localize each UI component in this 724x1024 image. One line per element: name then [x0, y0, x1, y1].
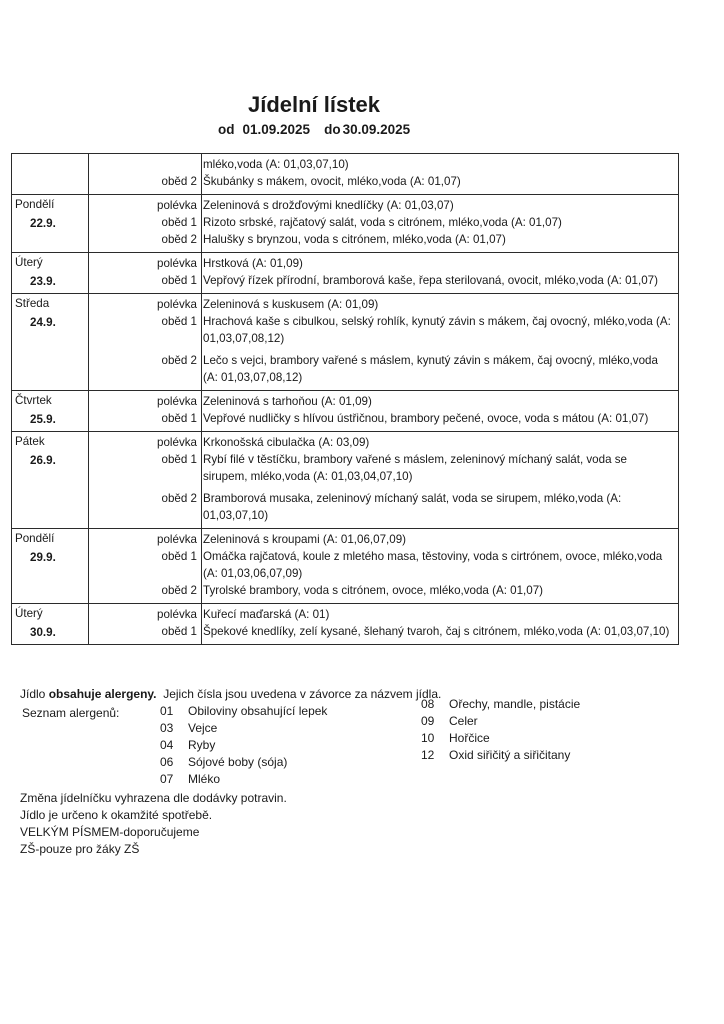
meal-text: Zeleninová s kroupami (A: 01,06,07,09) — [203, 533, 407, 546]
allergen-item — [160, 704, 327, 721]
footer-notes — [20, 790, 287, 858]
day-cell — [12, 154, 88, 194]
day-date: 30.9. — [30, 626, 56, 639]
meal-item — [157, 296, 672, 313]
meal-item — [157, 531, 672, 548]
date-range — [218, 122, 418, 137]
allergen-number: 07 — [160, 772, 174, 786]
meal-item — [161, 173, 672, 190]
meal-text: Zeleninová s drožďovými knedlíčky (A: 01,03,07) — [203, 199, 454, 212]
meal-item — [157, 255, 672, 272]
note-line: ZŠ-pouze pro žáky ZŠ — [20, 842, 140, 856]
allergen-number: 06 — [160, 755, 174, 769]
meal-text: Vepřové nudličky s hlívou ústřičnou, brambory pečené, ovoce, voda s mátou (A: 01,07) — [203, 412, 649, 425]
day-cell — [12, 432, 88, 528]
meal-text: Tyrolské brambory, voda s citrónem, ovoce, mléko,voda (A: 01,07) — [203, 584, 544, 597]
allergen-name: Sójové boby (sója) — [188, 755, 288, 769]
allergen-suffix: Jejich čísla jsou uvedena v závorce za názvem jídla. — [163, 687, 442, 701]
allergen-item — [160, 738, 327, 755]
meal-text: Lečo s vejci, brambory vařené s máslem, kynutý závin s mákem, čaj ovocný, mléko,voda (A: 01,03,07,08,12) — [203, 354, 658, 384]
course-label: polévka — [157, 199, 197, 212]
day-name: Středa — [15, 297, 50, 310]
course-label: oběd 2 — [161, 233, 197, 246]
meal-text: Hrachová kaše s cibulkou, selský rohlík, kynutý závin s mákem, čaj ovocný, mléko,voda (A: 01,03,07,08,12) — [203, 315, 671, 345]
allergen-name: Vejce — [188, 721, 218, 735]
day-row — [12, 528, 678, 603]
meal-text: Halušky s brynzou, voda s citrónem, mléko,voda (A: 01,07) — [203, 233, 506, 246]
allergen-list-left — [160, 704, 327, 789]
allergen-number: 08 — [421, 697, 435, 711]
day-row — [12, 293, 678, 390]
allergen-name: Hořčice — [449, 731, 490, 745]
day-row — [12, 252, 678, 293]
course-label: oběd 1 — [161, 625, 197, 638]
day-date: 22.9. — [30, 217, 56, 230]
allergen-note — [20, 687, 441, 701]
day-name: Čtvrtek — [15, 394, 52, 407]
allergen-item — [421, 714, 580, 731]
day-date: 26.9. — [30, 454, 56, 467]
meal-item — [161, 410, 672, 427]
day-cell — [12, 253, 88, 293]
course-label: polévka — [157, 395, 197, 408]
meal-text: Kuřecí maďarská (A: 01) — [203, 608, 330, 621]
meal-item — [161, 490, 672, 524]
meal-text: Omáčka rajčatová, koule z mletého masa, těstoviny, voda s cirtrónem, ovoce, mléko,voda (A: 01,03,06,07,09) — [203, 550, 663, 580]
day-date: 29.9. — [30, 551, 56, 564]
meal-text: Zeleninová s tarhoňou (A: 01,09) — [203, 395, 372, 408]
meal-text: Škubánky s mákem, ovocit, mléko,voda (A: 01,07) — [203, 175, 461, 188]
allergen-number: 04 — [160, 738, 174, 752]
from-date: 01.09.2025 — [242, 122, 311, 137]
day-date: 25.9. — [30, 413, 56, 426]
meal-text: Krkonošská cibulačka (A: 03,09) — [203, 436, 370, 449]
meal-item — [157, 393, 672, 410]
meal-item — [157, 606, 672, 623]
note-line: Změna jídelníčku vyhrazena dle dodávky potravin. — [20, 791, 287, 805]
course-label: oběd 1 — [161, 453, 197, 466]
allergen-item — [421, 748, 580, 765]
course-label: polévka — [157, 257, 197, 270]
day-cell — [12, 604, 88, 644]
meal-item — [161, 451, 672, 485]
allergen-name: Celer — [449, 714, 478, 728]
allergen-name: Ryby — [188, 738, 216, 752]
to-date: 30.09.2025 — [342, 122, 411, 137]
day-row — [12, 431, 678, 528]
note-line: Jídlo je určeno k okamžité spotřebě. — [20, 808, 213, 822]
day-date: 23.9. — [30, 275, 56, 288]
to-label: do — [324, 122, 341, 137]
allergen-prefix: Jídlo — [20, 687, 46, 701]
day-row — [12, 194, 678, 252]
meal-text: Rybí filé v těstíčku, brambory vařené s máslem, zeleninový míchaný salát, voda se sirupem, mléko,voda (A: 01,03,04,07,10) — [203, 453, 627, 483]
course-label: oběd 1 — [161, 550, 197, 563]
allergen-number: 12 — [421, 748, 435, 762]
course-label: oběd 1 — [161, 412, 197, 425]
day-cell — [12, 294, 88, 390]
meal-text: Zeleninová s kuskusem (A: 01,09) — [203, 298, 379, 311]
allergen-number: 01 — [160, 704, 174, 718]
course-label: oběd 1 — [161, 315, 197, 328]
course-label: polévka — [157, 533, 197, 546]
day-row — [12, 390, 678, 431]
allergen-bold: obsahuje alergeny. — [48, 687, 157, 701]
allergen-item — [160, 755, 327, 772]
course-label: oběd 2 — [161, 175, 197, 188]
course-label: polévka — [157, 608, 197, 621]
allergen-item — [421, 697, 580, 714]
allergen-list-right — [421, 697, 580, 765]
page-title: Jídelní lístek — [247, 92, 381, 117]
note-line: VELKÝM PÍSMEM-doporučujeme — [20, 825, 200, 839]
meal-item — [157, 197, 672, 214]
course-label: polévka — [157, 298, 197, 311]
meal-text: Špekové knedlíky, zelí kysané, šlehaný tvaroh, čaj s citrónem, mléko,voda (A: 01,03,07,10) — [203, 625, 670, 638]
course-label: oběd 2 — [161, 354, 197, 367]
meal-text: Vepřový řízek přírodní, bramborová kaše, řepa sterilovaná, ovocit, mléko,voda (A: 01,07) — [203, 274, 658, 287]
day-cell — [12, 529, 88, 603]
day-name: Pondělí — [15, 198, 55, 211]
allergen-name: Oxid siřičitý a siřičitany — [449, 748, 571, 762]
day-cell — [12, 195, 88, 252]
course-label: polévka — [157, 436, 197, 449]
day-name: Pátek — [15, 435, 45, 448]
meal-item — [161, 623, 672, 640]
day-name: Pondělí — [15, 532, 55, 545]
meal-item — [161, 548, 672, 582]
course-label: oběd 2 — [161, 584, 197, 597]
day-row — [12, 603, 678, 644]
meal-item — [203, 156, 672, 173]
menu-table — [11, 153, 679, 645]
meal-text: Hrstková (A: 01,09) — [203, 257, 303, 270]
meal-item — [161, 313, 672, 347]
day-name: Úterý — [15, 607, 43, 620]
allergen-number: 03 — [160, 721, 174, 735]
meal-item — [161, 231, 672, 248]
meal-item — [161, 214, 672, 231]
meal-text: mléko,voda (A: 01,03,07,10) — [203, 158, 349, 171]
allergen-item — [160, 721, 327, 738]
day-date: 24.9. — [30, 316, 56, 329]
day-name: Úterý — [15, 256, 43, 269]
day-row — [12, 154, 678, 194]
meal-text: Bramborová musaka, zeleninový míchaný salát, voda se sirupem, mléko,voda (A: 01,03,07,10) — [203, 492, 622, 522]
course-label: oběd 1 — [161, 274, 197, 287]
meal-item — [161, 352, 672, 386]
allergen-item — [160, 772, 327, 789]
course-label: oběd 1 — [161, 216, 197, 229]
allergen-item — [421, 731, 580, 748]
allergen-name: Ořechy, mandle, pistácie — [449, 697, 581, 711]
meal-item — [161, 272, 672, 289]
allergen-name: Obiloviny obsahující lepek — [188, 704, 328, 718]
course-label: oběd 2 — [161, 492, 197, 505]
allergen-number: 10 — [421, 731, 435, 745]
from-label: od — [218, 122, 235, 137]
allergen-number: 09 — [421, 714, 435, 728]
allergen-name: Mléko — [188, 772, 221, 786]
meal-item — [161, 582, 672, 599]
meal-text: Rizoto srbské, rajčatový salát, voda s citrónem, mléko,voda (A: 01,07) — [203, 216, 562, 229]
meal-item — [157, 434, 672, 451]
allergen-list-title: Seznam alergenů: — [22, 706, 120, 720]
day-cell — [12, 391, 88, 431]
